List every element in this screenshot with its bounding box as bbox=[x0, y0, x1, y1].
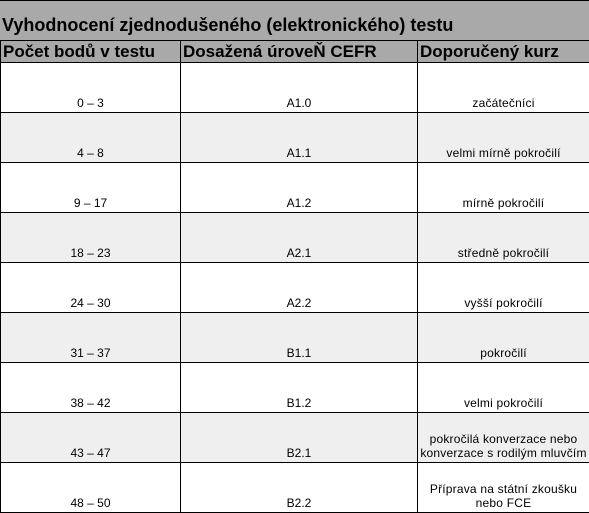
course-cell: vyšší pokročilí bbox=[418, 263, 589, 313]
column-header-cefr-level: Dosažená úroveŇ CEFR bbox=[181, 41, 418, 63]
table-row bbox=[1, 463, 589, 513]
level-cell: A1.2 bbox=[181, 163, 418, 213]
table-row bbox=[1, 263, 589, 313]
table-row bbox=[1, 413, 589, 463]
table-row bbox=[1, 363, 589, 413]
level-cell: B2.2 bbox=[181, 463, 418, 513]
course-cell: středně pokročilí bbox=[418, 213, 589, 263]
points-cell: 9 – 17 bbox=[1, 163, 181, 213]
table-row bbox=[1, 213, 589, 263]
points-cell: 48 – 50 bbox=[1, 463, 181, 513]
level-cell: A1.1 bbox=[181, 113, 418, 163]
table-title-bar bbox=[0, 0, 589, 40]
level-cell: B2.1 bbox=[181, 413, 418, 463]
course-cell: pokročilá konverzace nebo konverzace s rodilým mluvčím bbox=[418, 413, 589, 463]
course-cell: Příprava na státní zkoušku nebo FCE bbox=[418, 463, 589, 513]
level-cell: A2.2 bbox=[181, 263, 418, 313]
points-cell: 24 – 30 bbox=[1, 263, 181, 313]
course-cell: začátečníci bbox=[418, 63, 589, 113]
evaluation-table bbox=[0, 40, 589, 513]
table-row bbox=[1, 313, 589, 363]
points-cell: 0 – 3 bbox=[1, 63, 181, 113]
points-cell: 18 – 23 bbox=[1, 213, 181, 263]
table-row bbox=[1, 63, 589, 113]
column-header-course: Doporučený kurz bbox=[418, 41, 589, 63]
course-cell: velmi mírně pokročilí bbox=[418, 113, 589, 163]
points-cell: 38 – 42 bbox=[1, 363, 181, 413]
points-cell: 43 – 47 bbox=[1, 413, 181, 463]
table-row bbox=[1, 113, 589, 163]
column-header-points: Počet bodů v testu bbox=[1, 41, 181, 63]
points-cell: 4 – 8 bbox=[1, 113, 181, 163]
header-row bbox=[1, 41, 589, 63]
table-title: Vyhodnocení zjednodušeného (elektronického) testu bbox=[2, 15, 453, 36]
course-cell: velmi pokročilí bbox=[418, 363, 589, 413]
level-cell: A2.1 bbox=[181, 213, 418, 263]
course-cell: mírně pokročilí bbox=[418, 163, 589, 213]
table-row bbox=[1, 163, 589, 213]
level-cell: B1.1 bbox=[181, 313, 418, 363]
level-cell: A1.0 bbox=[181, 63, 418, 113]
level-cell: B1.2 bbox=[181, 363, 418, 413]
course-cell: pokročilí bbox=[418, 313, 589, 363]
points-cell: 31 – 37 bbox=[1, 313, 181, 363]
